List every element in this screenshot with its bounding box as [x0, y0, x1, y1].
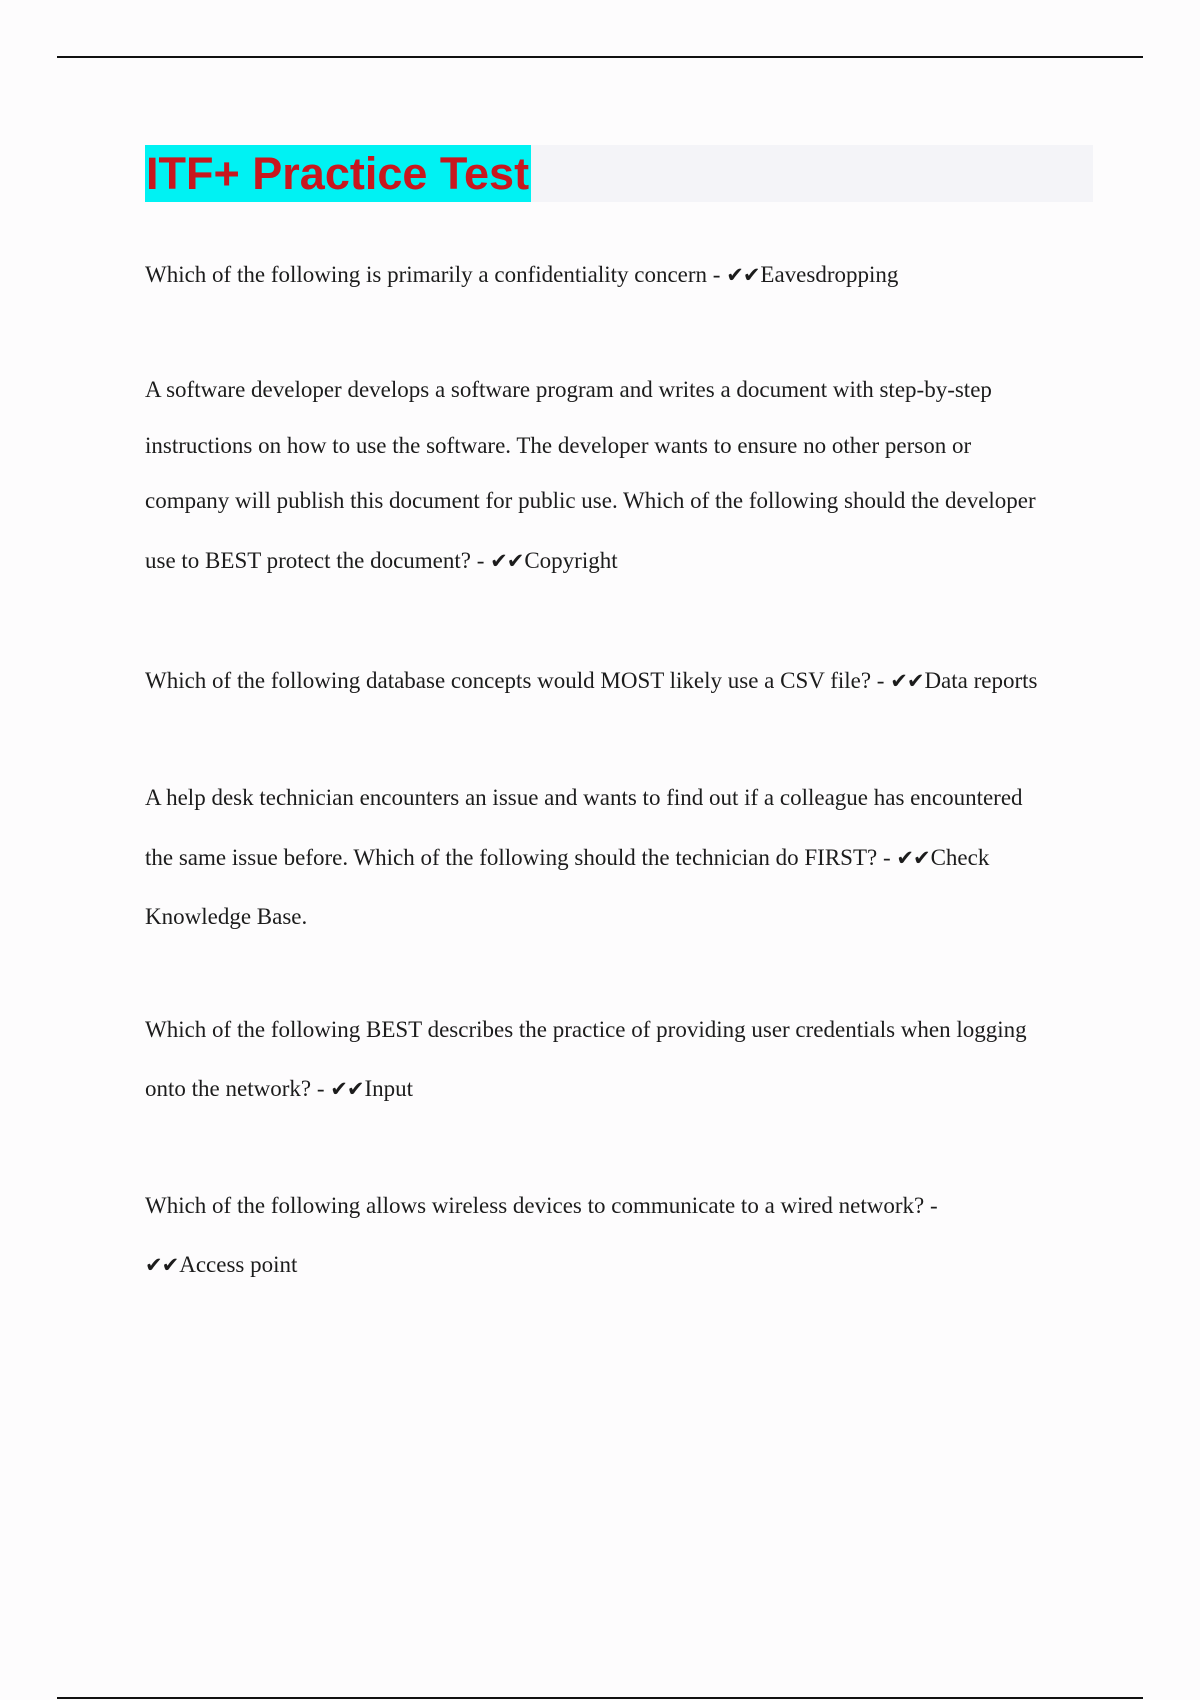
- qa-item-5: [145, 1015, 1095, 1104]
- qa-item-1: [145, 260, 1095, 290]
- qa-line: Which of the following BEST describes the practice of providing user credentials when logging: [145, 1017, 1027, 1042]
- double-check-icon: ✔✔: [490, 549, 524, 573]
- answer-continued-text: Knowledge Base.: [145, 904, 308, 929]
- qa-item-4: [145, 783, 1095, 932]
- answer-text: Check: [930, 845, 990, 870]
- double-check-icon: ✔✔: [726, 263, 760, 287]
- qa-line: [145, 1250, 1095, 1280]
- question-text: Which of the following is primarily a confidentiality concern -: [145, 262, 727, 287]
- question-text: Which of the following database concepts would MOST likely use a CSV file? -: [145, 668, 891, 693]
- answer-text: Access point: [179, 1252, 298, 1277]
- top-rule: [57, 56, 1143, 58]
- answer-text: Input: [364, 1076, 413, 1101]
- page-title: ITF+ Practice Test: [145, 145, 531, 202]
- double-check-icon: ✔✔: [330, 1077, 364, 1101]
- double-check-icon: ✔✔: [145, 1253, 179, 1277]
- qa-line: [145, 546, 1095, 576]
- qa-line: Which of the following allows wireless devices to communicate to a wired network? -: [145, 1193, 938, 1218]
- qa-line: [145, 666, 1095, 696]
- qa-line: A help desk technician encounters an issue and wants to find out if a colleague has encountered: [145, 785, 1023, 810]
- double-check-icon: ✔✔: [896, 846, 930, 870]
- answer-text: Eavesdropping: [760, 262, 899, 287]
- qa-item-2: [145, 375, 1095, 576]
- qa-item-6: [145, 1191, 1095, 1280]
- answer-text: Data reports: [924, 668, 1038, 693]
- qa-item-3: [145, 666, 1095, 696]
- question-text: use to BEST protect the document? -: [145, 548, 491, 573]
- qa-line: A software developer develops a software program and writes a document with step-by-step: [145, 377, 992, 402]
- qa-line: [145, 260, 1095, 290]
- answer-text: Copyright: [524, 548, 618, 573]
- qa-line: [145, 843, 1095, 873]
- question-text: onto the network? -: [145, 1076, 331, 1101]
- double-check-icon: ✔✔: [890, 669, 924, 693]
- question-text: the same issue before. Which of the following should the technician do FIRST? -: [145, 845, 897, 870]
- bottom-rule: [57, 1697, 1143, 1699]
- qa-line: company will publish this document for public use. Which of the following should the developer: [145, 488, 1036, 513]
- qa-line: instructions on how to use the software. The developer wants to ensure no other person or: [145, 433, 972, 458]
- qa-line: [145, 1074, 1095, 1104]
